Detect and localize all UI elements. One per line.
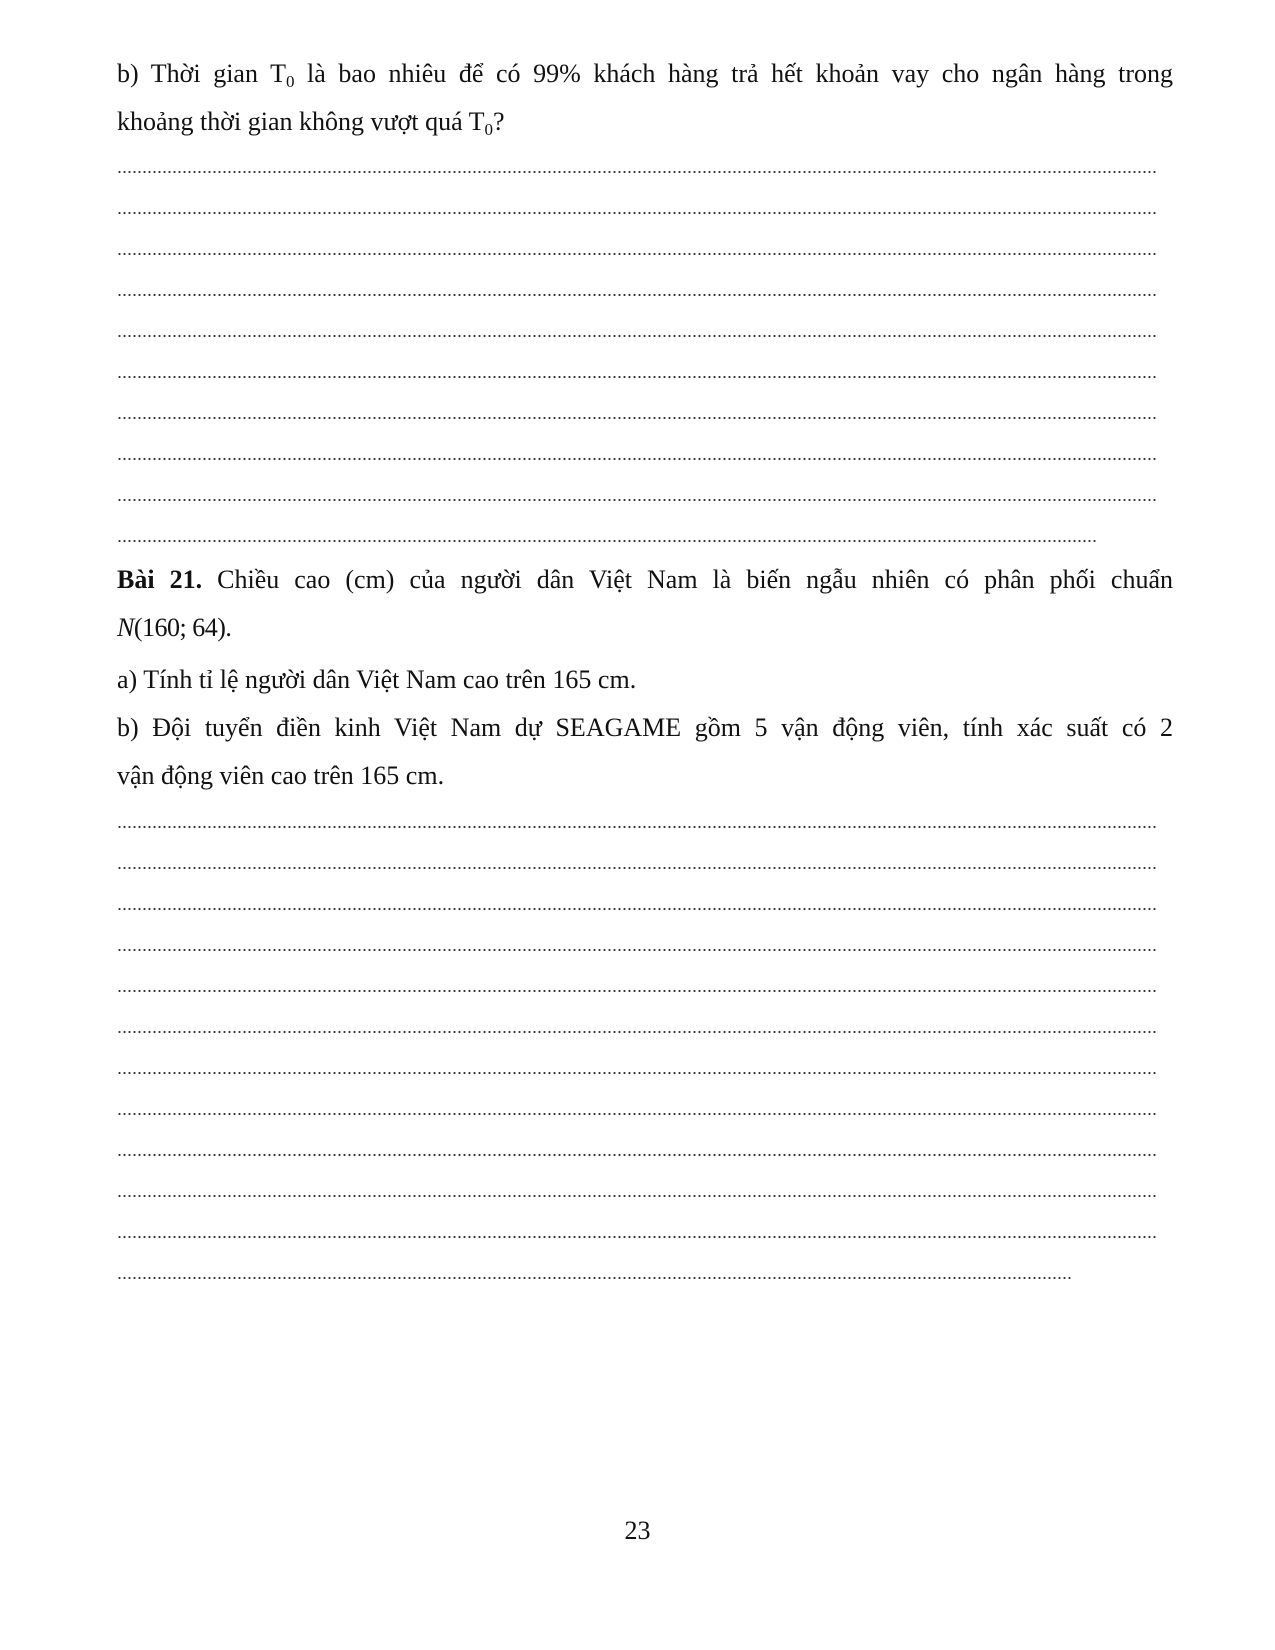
answer-dotted-line [117,1235,1157,1239]
answer-dotted-line [117,170,1157,174]
question-b-text: b) Thời gian T [117,59,286,88]
answer-dotted-line [117,1153,1157,1157]
distribution-symbol: N [117,613,134,642]
exercise-21-part-b-line2: vận động viên cao trên 165 cm. [117,761,445,790]
answer-dotted-line [117,1030,1157,1034]
answer-dotted-line [117,1112,1157,1116]
exercise-heading: Bài 21. [117,565,203,594]
answer-dotted-line [117,416,1157,420]
answer-dotted-line [117,866,1157,870]
question-b-line1 [117,50,1173,98]
answer-dotted-line [117,375,1157,379]
exercise-21-part-b-line1: b) Đội tuyển điền kinh Việt Nam dự SEAGAME gồm 5 vận động viên, tính xác suất có 2 [117,713,1173,742]
page-number: 23 [624,1516,651,1545]
question-b-text-2: khoảng thời gian không vượt quá T [117,107,485,136]
answer-dotted-line [117,457,1157,461]
distribution-formula [117,613,225,642]
question-mark: ? [493,107,505,136]
exercise-21-part-a: a) Tính tỉ lệ người dân Việt Nam cao trên 165 cm. [117,665,637,694]
answer-dotted-line [117,948,1157,952]
answer-dotted-line [117,825,1157,829]
answer-dotted-line [117,989,1157,993]
answer-dotted-line [117,498,1157,502]
answer-dotted-line [117,252,1157,256]
period: . [225,613,232,642]
exercise-21-line2 [117,604,1173,652]
answer-dotted-line [117,1194,1157,1198]
subscript: 0 [484,120,494,139]
answer-dotted-line [117,1276,1072,1280]
exercise-text: Chiều cao (cm) của người dân Việt Nam là biến ngẫu nhiên có phân phối chuẩn [202,565,1174,594]
answer-dotted-line [117,907,1157,911]
question-b-line2 [117,98,1173,146]
answer-dotted-line [117,293,1157,297]
answer-dotted-line [117,211,1157,215]
question-b-text-rest: là bao nhiêu để có 99% khách hàng trả hết khoản vay cho ngân hàng trong [294,59,1173,88]
answer-dotted-line [117,539,1097,543]
answer-dotted-line [117,1071,1157,1075]
distribution-params: (160; 64) [133,613,226,642]
subscript: 0 [285,72,295,91]
answer-dotted-line [117,334,1157,338]
exercise-21-line1 [117,556,1173,604]
